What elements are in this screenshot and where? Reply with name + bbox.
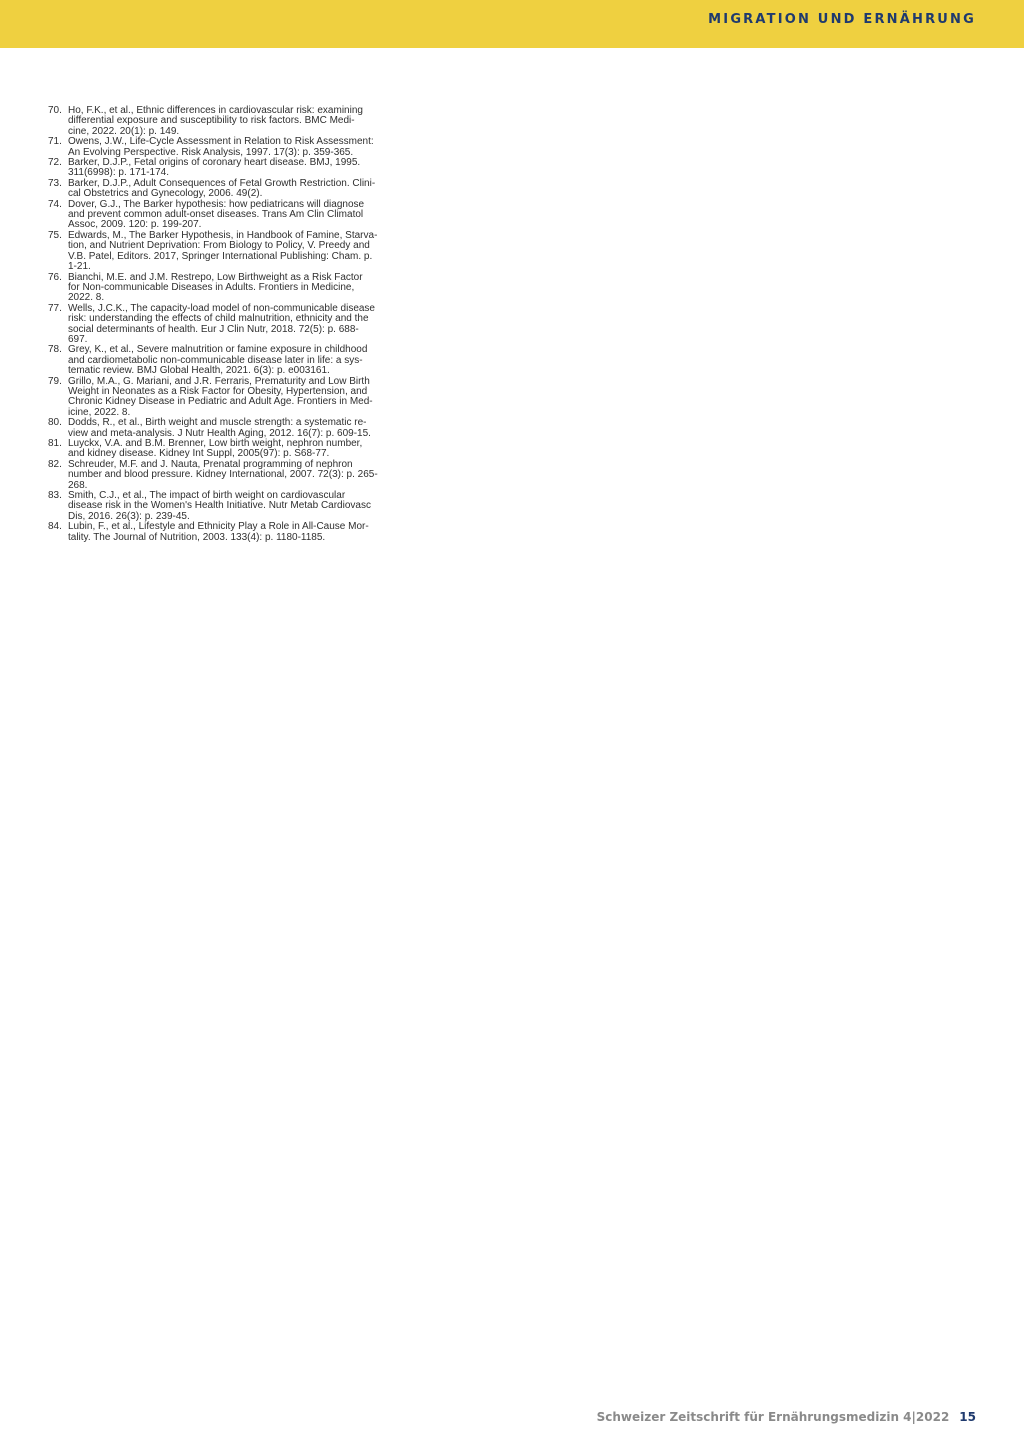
header-band <box>0 0 1024 48</box>
reference-text-line: Lubin, F., et al., Lifestyle and Ethnicity Play a Role in All-Cause Mor- <box>68 521 369 533</box>
reference-text-line: cine, 2022. 20(1): p. 149. <box>68 125 180 137</box>
reference-text-line: number and blood pressure. Kidney International, 2007. 72(3): p. 265- <box>68 469 378 481</box>
reference-number: 80. <box>48 417 62 429</box>
reference-text-line: Barker, D.J.P., Adult Consequences of Fetal Growth Restriction. Clini- <box>68 177 376 189</box>
reference-text-line: Grillo, M.A., G. Mariani, and J.R. Ferraris, Prematurity and Low Birth <box>68 375 370 387</box>
reference-item <box>48 179 393 200</box>
reference-text-line: Owens, J.W., Life-Cycle Assessment in Relation to Risk Assessment: <box>68 136 374 148</box>
reference-text-line: cal Obstetrics and Gynecology, 2006. 49(2). <box>68 188 263 200</box>
reference-number: 82. <box>48 458 62 470</box>
reference-item <box>48 304 393 346</box>
reference-item <box>48 439 393 460</box>
reference-text-line: disease risk in the Women's Health Initiative. Nutr Metab Cardiovasc <box>68 500 371 512</box>
page-number: 15 <box>959 1410 976 1424</box>
reference-text-line: Dis, 2016. 26(3): p. 239-45. <box>68 510 190 522</box>
reference-text-line: Assoc, 2009. 120: p. 199-207. <box>68 219 202 231</box>
reference-text-line: icine, 2022. 8. <box>68 406 131 418</box>
reference-text-line: Wells, J.C.K., The capacity-load model of non-communicable disease <box>68 302 375 314</box>
reference-text-line: view and meta-analysis. J Nutr Health Aging, 2012. 16(7): p. 609-15. <box>68 427 371 439</box>
reference-number: 77. <box>48 302 62 314</box>
reference-text-line: tematic review. BMJ Global Health, 2021. 6(3): p. e003161. <box>68 365 330 377</box>
reference-list <box>48 106 393 543</box>
journal-name: Schweizer Zeitschrift für Ernährungsmedizin 4|2022 <box>596 1410 950 1424</box>
reference-text-line: Ho, F.K., et al., Ethnic differences in cardiovascular risk: examining <box>68 105 363 116</box>
reference-item <box>48 158 393 179</box>
reference-item <box>48 522 393 543</box>
reference-text-line: V.B. Patel, Editors. 2017, Springer International Publishing: Cham. p. <box>68 250 373 262</box>
reference-text-line: for Non-communicable Diseases in Adults. Frontiers in Medicine, <box>68 281 355 293</box>
reference-number: 71. <box>48 136 62 148</box>
reference-number: 84. <box>48 521 62 533</box>
reference-text-line: An Evolving Perspective. Risk Analysis, 1997. 17(3): p. 359-365. <box>68 146 354 158</box>
reference-item <box>48 231 393 273</box>
reference-text-line: 697. <box>68 333 88 345</box>
reference-text-line: and kidney disease. Kidney Int Suppl, 2005(97): p. S68-77. <box>68 448 330 460</box>
reference-number: 78. <box>48 344 62 356</box>
reference-text-line: tality. The Journal of Nutrition, 2003. 133(4): p. 1180-1185. <box>68 531 326 543</box>
reference-item <box>48 377 393 419</box>
reference-text-line: Barker, D.J.P., Fetal origins of coronary heart disease. BMJ, 1995. <box>68 157 361 169</box>
reference-number: 73. <box>48 177 62 189</box>
reference-text-line: and cardiometabolic non-communicable disease later in life: a sys- <box>68 354 363 366</box>
reference-text-line: 311(6998): p. 171-174. <box>68 167 170 179</box>
reference-text-line: Edwards, M., The Barker Hypothesis, in Handbook of Famine, Starva- <box>68 229 378 241</box>
reference-text-line: social determinants of health. Eur J Clin Nutr, 2018. 72(5): p. 688- <box>68 323 359 335</box>
reference-text-line: Chronic Kidney Disease in Pediatric and Adult Age. Frontiers in Med- <box>68 396 373 408</box>
reference-text-line: Weight in Neonates as a Risk Factor for Obesity, Hypertension, and <box>68 385 368 397</box>
reference-text-line: Dover, G.J., The Barker hypothesis: how pediatricans will diagnose <box>68 198 365 210</box>
section-title: MIGRATION UND ERNÄHRUNG <box>708 12 976 27</box>
reference-text-line: Schreuder, M.F. and J. Nauta, Prenatal programming of nephron <box>68 458 353 470</box>
reference-number: 72. <box>48 157 62 169</box>
reference-item <box>48 200 393 231</box>
page-footer <box>597 1410 976 1424</box>
reference-text-line: Grey, K., et al., Severe malnutrition or famine exposure in childhood <box>68 344 368 356</box>
reference-number: 81. <box>48 438 62 449</box>
reference-text-line: 2022. 8. <box>68 292 105 304</box>
reference-text-line: 268. <box>68 479 88 491</box>
reference-item <box>48 460 393 491</box>
reference-text-line: Dodds, R., et al., Birth weight and muscle strength: a systematic re- <box>68 417 367 429</box>
reference-text-line: and prevent common adult-onset diseases. Trans Am Clin Climatol <box>68 209 364 221</box>
reference-text-line: risk: understanding the effects of child malnutrition, ethnicity and the <box>68 313 369 325</box>
reference-item <box>48 345 393 376</box>
reference-number: 83. <box>48 490 62 502</box>
reference-number: 70. <box>48 105 62 116</box>
reference-number: 75. <box>48 229 62 241</box>
reference-number: 74. <box>48 198 62 210</box>
reference-item <box>48 137 393 158</box>
reference-text-line: Bianchi, M.E. and J.M. Restrepo, Low Birthweight as a Risk Factor <box>68 271 363 283</box>
reference-item <box>48 273 393 304</box>
reference-text-line: Smith, C.J., et al., The impact of birth weight on cardiovascular <box>68 490 346 502</box>
reference-text-line: Luyckx, V.A. and B.M. Brenner, Low birth weight, nephron number, <box>68 438 363 449</box>
reference-number: 79. <box>48 375 62 387</box>
reference-text-line: differential exposure and susceptibility to risk factors. BMC Medi- <box>68 115 355 127</box>
reference-number: 76. <box>48 271 62 283</box>
reference-text-line: tion, and Nutrient Deprivation: From Biology to Policy, V. Preedy and <box>68 240 370 252</box>
reference-item <box>48 491 393 522</box>
reference-item <box>48 106 393 137</box>
reference-text-line: 1-21. <box>68 261 91 273</box>
reference-item <box>48 418 393 439</box>
